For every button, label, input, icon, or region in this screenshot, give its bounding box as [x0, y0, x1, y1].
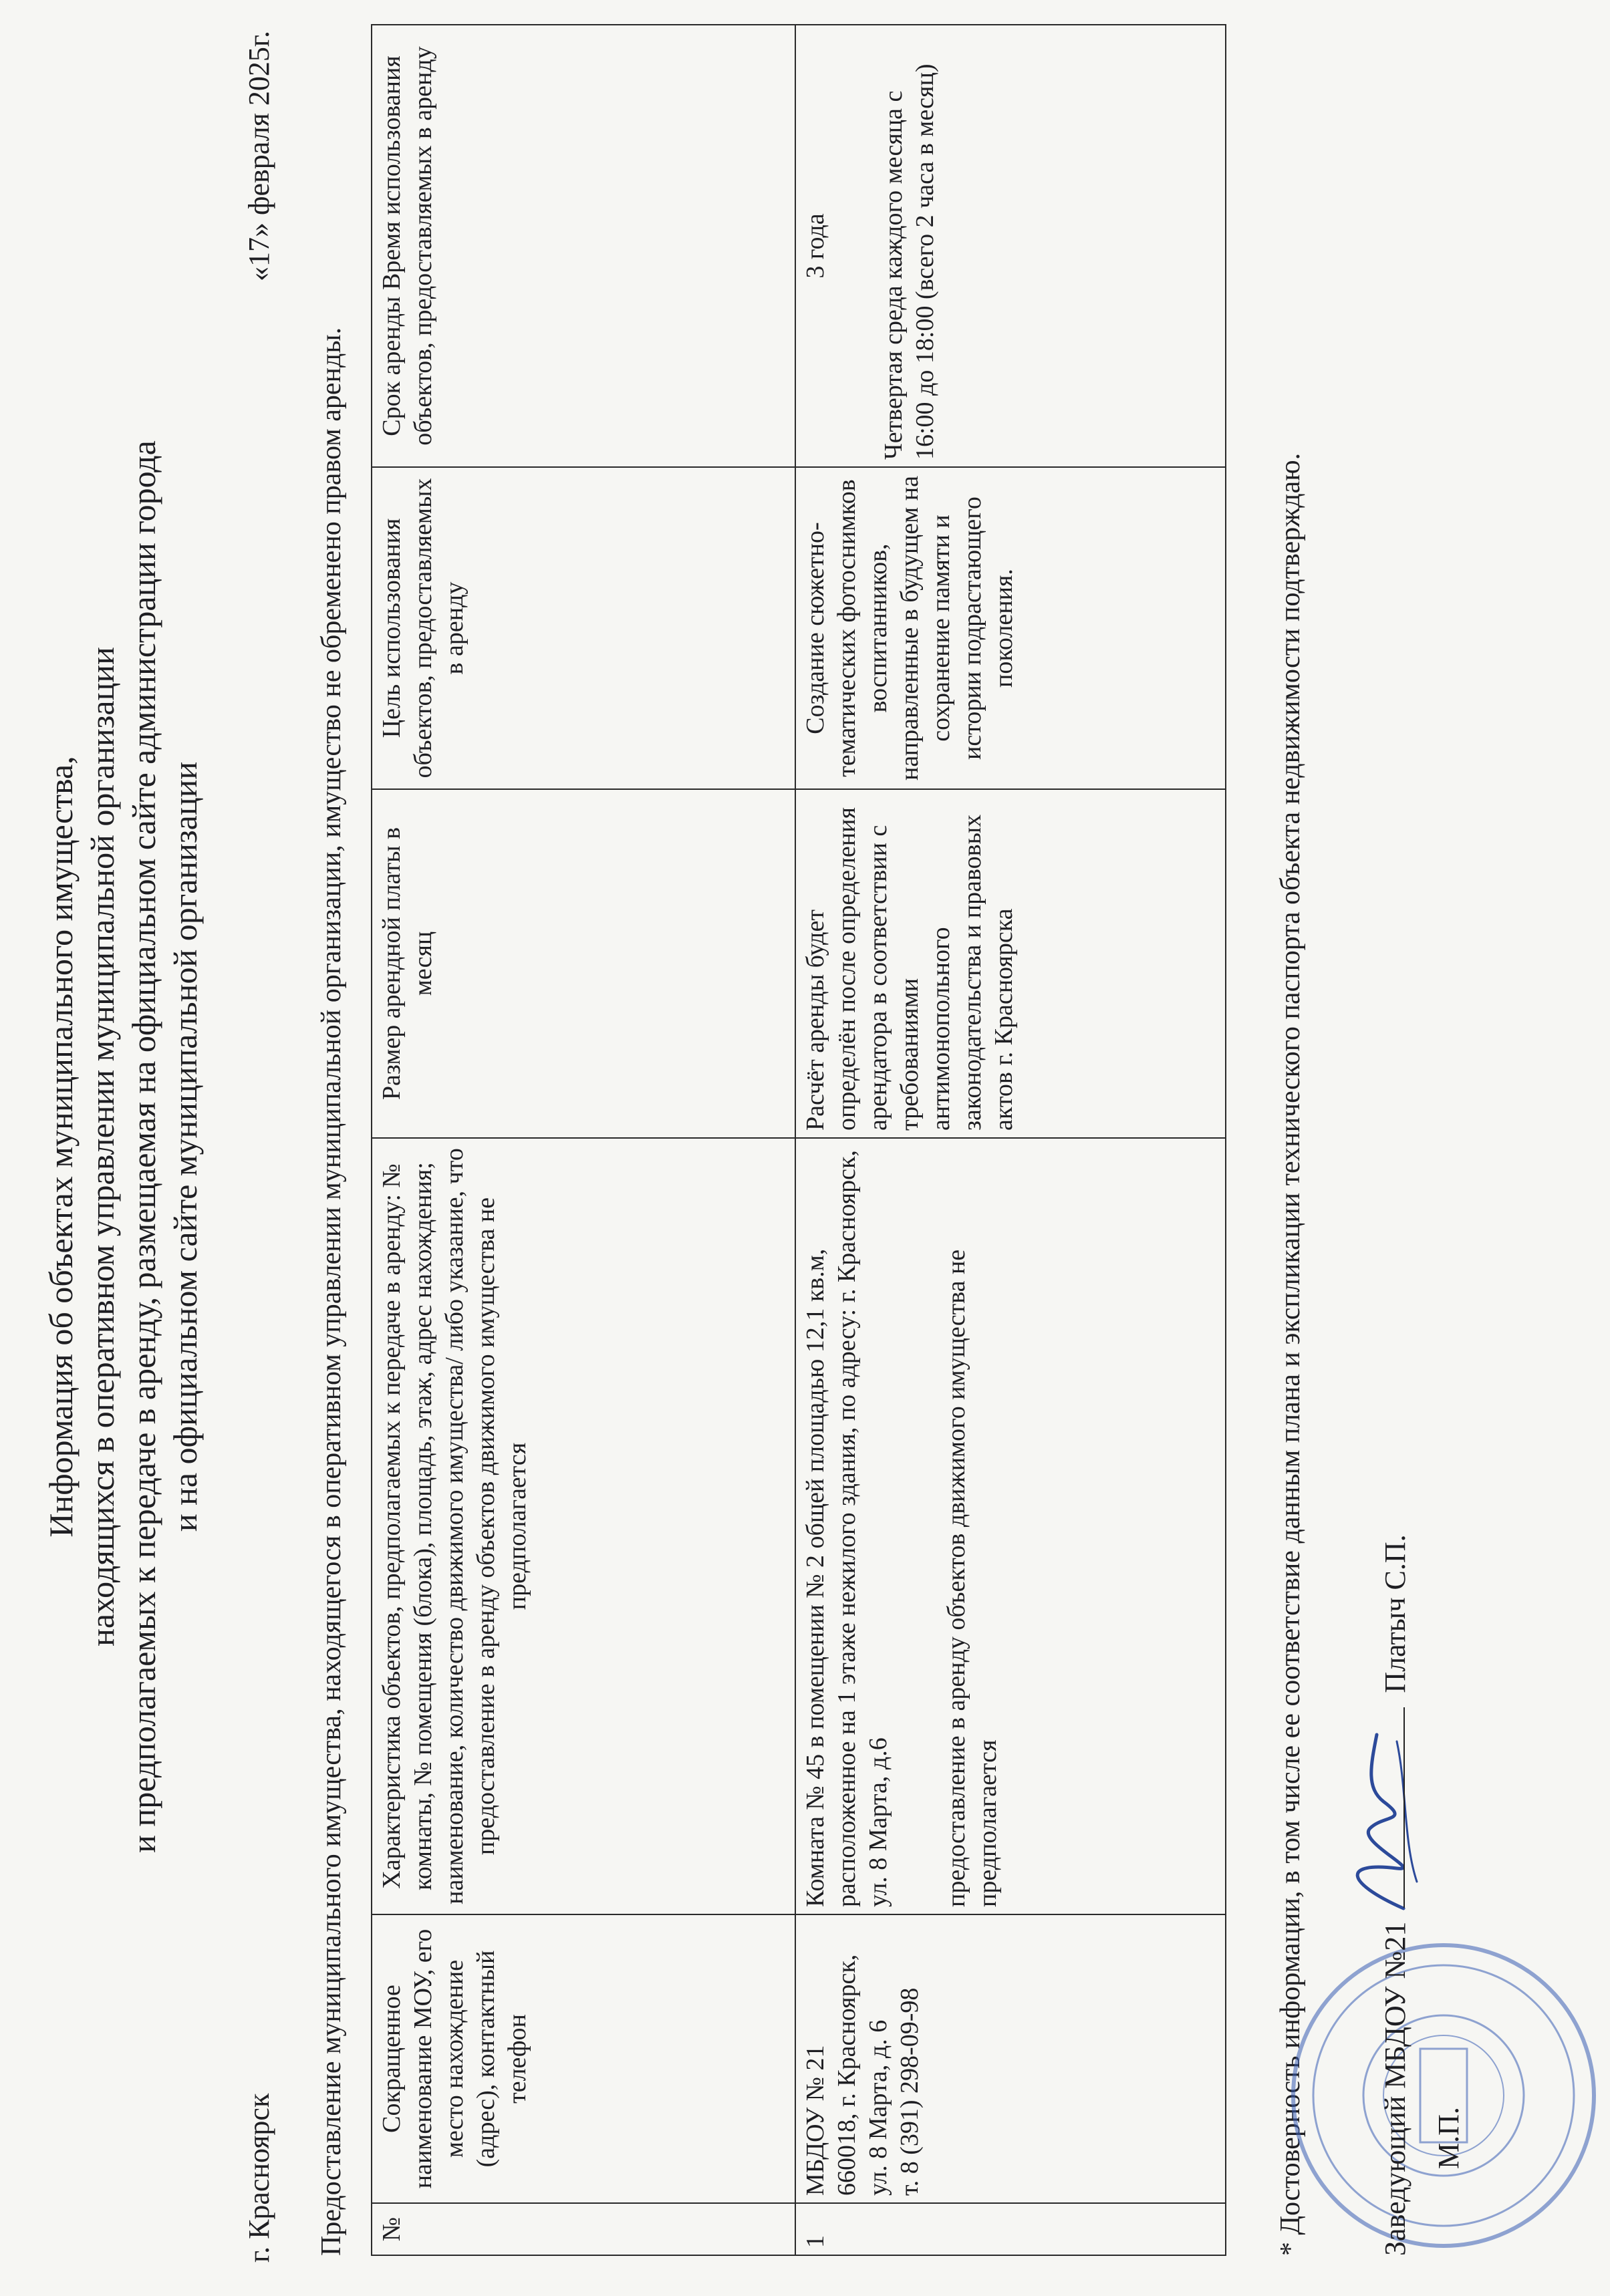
org-address: 660018, г. Красноярск, ул. 8 Марта, д. 6: [833, 1954, 892, 2196]
table-header-row: [372, 25, 795, 2255]
property-table: [371, 24, 1226, 2256]
document-title: [40, 104, 206, 2189]
intro-text: Предоставление муниципального имущества, находящегося в оперативном управлении муниципальной организации, имущество не обременено правом аренды.: [316, 327, 347, 2256]
city: г. Красноярск: [243, 2093, 275, 2263]
header-term: Срок аренды Время использования объектов, предоставляемых в аренду: [372, 25, 795, 467]
signature-line: [1377, 719, 1414, 2256]
seal-place-label: М.П.: [1432, 2107, 1465, 2169]
header-organization: Сокращенное наименование МОУ, его место нахождение (адрес), контактный телефон: [372, 1914, 795, 2203]
object-description: Комната № 45 в помещении № 2 общей площадью 12,1 кв.м, расположенное на 1 этаже нежилого здания, по адресу: г. Красноярск, ул. 8 Марта, д.6: [801, 1150, 892, 1907]
org-phone: т. 8 (391) 298-09-98: [896, 1987, 924, 2196]
cell-num: 1: [795, 2203, 1226, 2255]
title-line-3: и предполагаемых к передаче в аренду, размещаемая на официальном сайте администрации города: [125, 440, 162, 1853]
table-row: [795, 25, 1226, 2255]
cell-object: [795, 1138, 1226, 1914]
term-duration: 3 года: [801, 213, 829, 279]
header-rent: Размер арендной платы в месяц: [372, 789, 795, 1138]
title-line-2: находящихся в оперативном управлении муниципальной организации: [84, 647, 121, 1646]
document-date: «17» февраля 2025г.: [243, 31, 275, 282]
title-line-1: Информация об объектах муниципального имущества,: [42, 756, 80, 1538]
term-schedule: Четвертая среда каждого месяца с 16:00 до 18:00 (всего 2 часа в месяц): [880, 63, 939, 460]
object-movable-note: предоставление в аренду объектов движимого имущества не предполагается: [942, 1249, 1002, 1907]
header-object: Характеристика объектов, предполагаемых к передаче в аренду: № комнаты, № помещения (блока), площадь, этаж, адрес нахождения; наименование, количество движимого имущества/ либо указание, что предоставление в аренду объектов движимого имущества не предполагается: [372, 1138, 795, 1914]
signature-underline: [1403, 1707, 1405, 1908]
footnote: * Достоверность информации, в том числе ее соответствие данным плана и экспликации технического паспорта объекта недвижимости подтверждаю.: [1275, 452, 1306, 2256]
header-num: №: [372, 2203, 795, 2255]
org-name: МБДОУ № 21: [801, 2045, 829, 2196]
official-stamp: [1283, 1935, 1604, 2256]
cell-organization: [795, 1914, 1226, 2203]
signer-position: Заведующий МБДОУ №21: [1379, 1921, 1412, 2256]
cell-rent: Расчёт аренды будет определён после определения арендатора в соответствии с требованиями антимонопольного законодательства и правовых актов г. Красноярска: [795, 789, 1226, 1138]
header-purpose: Цель использования объектов, предоставляемых в аренду: [372, 467, 795, 789]
title-line-4: и на официальном сайте муниципальной организации: [166, 761, 204, 1532]
cell-term: [795, 25, 1226, 467]
signer-name: Платыч С.П.: [1379, 1534, 1412, 1693]
cell-purpose: Создание сюжетно-тематических фотоснимков воспитанников, направленные в будущем на сохранение памяти и истории подрастающего поколения.: [795, 467, 1226, 789]
